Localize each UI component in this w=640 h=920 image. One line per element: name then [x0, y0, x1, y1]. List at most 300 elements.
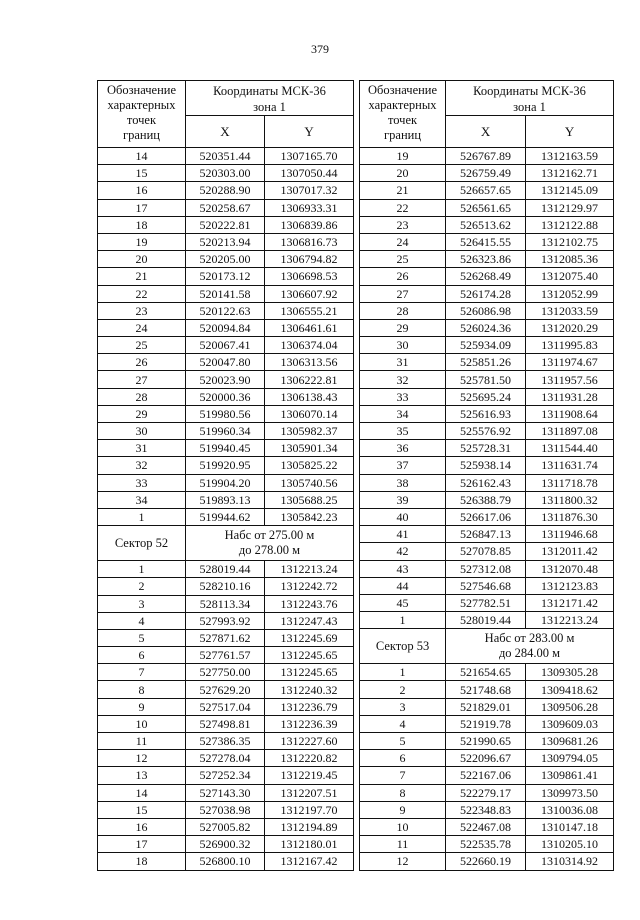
coord-x: 520213.94: [186, 233, 265, 250]
coord-x: 520122.63: [186, 302, 265, 319]
coord-x: 527993.92: [186, 612, 265, 629]
table-row: [98, 423, 354, 440]
coord-x: 522535.78: [446, 836, 526, 853]
point-number: 9: [360, 801, 446, 818]
point-number: 7: [98, 664, 186, 681]
coord-x: 522348.83: [446, 801, 526, 818]
coord-y: 1309305.28: [526, 664, 614, 681]
point-number: 33: [98, 474, 186, 491]
coord-x: 521829.01: [446, 698, 526, 715]
coord-x: 526800.10: [186, 853, 265, 870]
table-row: [98, 784, 354, 801]
point-number: 1: [360, 612, 446, 629]
point-number: 22: [360, 199, 446, 216]
coord-x: 526513.62: [446, 216, 526, 233]
coord-y: 1312180.01: [265, 836, 354, 853]
coord-x: 520067.41: [186, 337, 265, 354]
coord-x: 525938.14: [446, 457, 526, 474]
table-row: [360, 319, 614, 336]
table-row: [360, 423, 614, 440]
table-row: [360, 836, 614, 853]
coord-y: 1312020.29: [526, 319, 614, 336]
point-number: 17: [98, 836, 186, 853]
header-line: характерных: [368, 98, 437, 112]
coord-x: 522467.08: [446, 818, 526, 835]
table-row: [98, 148, 354, 165]
point-number: 39: [360, 491, 446, 508]
table-row: [98, 182, 354, 199]
table-row: [98, 165, 354, 182]
point-number: 32: [360, 371, 446, 388]
table-row: [360, 594, 614, 611]
coord-y: 1306461.61: [265, 319, 354, 336]
coord-x: 519960.34: [186, 423, 265, 440]
table-row: [98, 715, 354, 732]
point-number: 11: [98, 733, 186, 750]
table-row: [360, 457, 614, 474]
coord-x: 525728.31: [446, 440, 526, 457]
coord-y: 1312236.39: [265, 715, 354, 732]
coord-y: 1312129.97: [526, 199, 614, 216]
table-row: [360, 268, 614, 285]
point-number: 18: [98, 853, 186, 870]
coord-y: 1310036.08: [526, 801, 614, 818]
coord-y: 1305982.37: [265, 423, 354, 440]
point-number: 5: [98, 629, 186, 646]
table-row: [98, 647, 354, 664]
point-number: 23: [98, 302, 186, 319]
table-row: [98, 457, 354, 474]
point-number: 11: [360, 836, 446, 853]
point-number: 34: [360, 405, 446, 422]
point-number: 20: [98, 251, 186, 268]
coord-x: 521990.65: [446, 733, 526, 750]
table-row: [98, 750, 354, 767]
table-row: [98, 801, 354, 818]
coord-y: 1311946.68: [526, 526, 614, 543]
coord-y: 1312163.59: [526, 148, 614, 165]
coord-y: 1311876.30: [526, 508, 614, 525]
coord-y: 1312245.65: [265, 647, 354, 664]
coord-y: 1312145.09: [526, 182, 614, 199]
coord-x: 519940.45: [186, 440, 265, 457]
coord-x: 519980.56: [186, 405, 265, 422]
coord-y: 1312033.59: [526, 302, 614, 319]
coord-y: 1309506.28: [526, 698, 614, 715]
point-number: 30: [360, 337, 446, 354]
table-row: [360, 767, 614, 784]
table-row: [98, 233, 354, 250]
coord-y: 1312070.48: [526, 560, 614, 577]
point-number: 35: [360, 423, 446, 440]
coord-x: 519920.95: [186, 457, 265, 474]
point-number: 26: [360, 268, 446, 285]
header-line: Координаты МСК-36: [213, 84, 326, 98]
point-number: 2: [360, 681, 446, 698]
coord-y: 1312245.65: [265, 664, 354, 681]
table-row: [360, 543, 614, 560]
point-number: 24: [360, 233, 446, 250]
column-y-header: Y: [526, 116, 614, 148]
coord-x: 520023.90: [186, 371, 265, 388]
coord-x: 528113.34: [186, 595, 265, 612]
point-number: 12: [98, 750, 186, 767]
coord-x: 527278.04: [186, 750, 265, 767]
table-row: [360, 388, 614, 405]
coord-x: 520288.90: [186, 182, 265, 199]
point-number: 29: [360, 319, 446, 336]
coord-x: 520173.12: [186, 268, 265, 285]
coord-y: 1306698.53: [265, 268, 354, 285]
coord-y: 1312240.32: [265, 681, 354, 698]
coord-x: 527038.98: [186, 801, 265, 818]
coord-x: 522167.06: [446, 767, 526, 784]
point-number: 34: [98, 491, 186, 508]
coord-x: 528019.44: [186, 561, 265, 578]
point-number: 29: [98, 405, 186, 422]
point-number: 6: [360, 750, 446, 767]
coord-x: 526657.65: [446, 182, 526, 199]
table-row: [98, 319, 354, 336]
point-number: 44: [360, 577, 446, 594]
table-row: [360, 612, 614, 629]
point-number: 10: [98, 715, 186, 732]
table-row: [360, 182, 614, 199]
point-number: 10: [360, 818, 446, 835]
coord-x: 528019.44: [446, 612, 526, 629]
coord-y: 1312197.70: [265, 801, 354, 818]
coord-x: 520141.58: [186, 285, 265, 302]
coordinates-table-left: [97, 80, 354, 871]
table-row: [98, 578, 354, 595]
coord-y: 1311974.67: [526, 354, 614, 371]
table-row: [360, 853, 614, 870]
coord-x: 526561.65: [446, 199, 526, 216]
point-number: 26: [98, 354, 186, 371]
point-number: 13: [98, 767, 186, 784]
sector-row: [360, 629, 614, 664]
table-row: [98, 337, 354, 354]
point-number: 28: [360, 302, 446, 319]
table-row: [360, 560, 614, 577]
point-number: 7: [360, 767, 446, 784]
header-line: границ: [123, 128, 160, 142]
coord-y: 1306933.31: [265, 199, 354, 216]
coord-y: 1312207.51: [265, 784, 354, 801]
coord-y: 1307165.70: [265, 148, 354, 165]
table-row: [98, 853, 354, 870]
point-number: 25: [360, 251, 446, 268]
table-row: [360, 715, 614, 732]
sector-name: Сектор 53: [360, 629, 446, 664]
point-number: 30: [98, 423, 186, 440]
table-row: [360, 784, 614, 801]
table-row: [360, 664, 614, 681]
table-row: [360, 698, 614, 715]
table-row: [360, 199, 614, 216]
table-row: [360, 405, 614, 422]
coordinates-header: [186, 81, 354, 116]
point-number: 1: [98, 508, 186, 525]
coord-x: 526323.86: [446, 251, 526, 268]
table-row: [98, 302, 354, 319]
coord-y: 1312236.79: [265, 698, 354, 715]
coord-y: 1306794.82: [265, 251, 354, 268]
point-number: 18: [98, 216, 186, 233]
coord-y: 1311908.64: [526, 405, 614, 422]
coord-x: 527252.34: [186, 767, 265, 784]
coord-x: 520047.80: [186, 354, 265, 371]
coordinates-table-right: [359, 80, 614, 871]
coord-x: 527143.30: [186, 784, 265, 801]
coord-y: 1305825.22: [265, 457, 354, 474]
point-number: 31: [360, 354, 446, 371]
coord-y: 1309861.41: [526, 767, 614, 784]
point-number: 27: [98, 371, 186, 388]
table-row: [98, 698, 354, 715]
point-number: 32: [98, 457, 186, 474]
table-row: [98, 216, 354, 233]
coord-y: 1309418.62: [526, 681, 614, 698]
point-number: 40: [360, 508, 446, 525]
coord-y: 1309609.03: [526, 715, 614, 732]
coord-y: 1311957.56: [526, 371, 614, 388]
point-number: 21: [360, 182, 446, 199]
table-row: [98, 268, 354, 285]
point-number: 23: [360, 216, 446, 233]
table-row: [360, 337, 614, 354]
point-number: 2: [98, 578, 186, 595]
point-number: 14: [98, 784, 186, 801]
coord-y: 1312171.42: [526, 594, 614, 611]
coord-x: 522096.67: [446, 750, 526, 767]
coord-y: 1309681.26: [526, 733, 614, 750]
point-number: 21: [98, 268, 186, 285]
height-line: Набс от 275.00 м: [224, 528, 315, 543]
point-number: 42: [360, 543, 446, 560]
table-row: [360, 733, 614, 750]
point-number: 41: [360, 526, 446, 543]
table-row: [360, 233, 614, 250]
table-row: [360, 801, 614, 818]
coord-x: 520094.84: [186, 319, 265, 336]
coord-x: 521654.65: [446, 664, 526, 681]
point-number: 8: [98, 681, 186, 698]
point-number: 1: [98, 561, 186, 578]
table-row: [360, 577, 614, 594]
point-number: 8: [360, 784, 446, 801]
coord-y: 1306222.81: [265, 371, 354, 388]
coord-x: 526759.49: [446, 165, 526, 182]
coord-x: 526767.89: [446, 148, 526, 165]
point-number: 15: [98, 165, 186, 182]
sector-height-range: [186, 526, 354, 561]
coord-x: 526617.06: [446, 508, 526, 525]
coord-y: 1312242.72: [265, 578, 354, 595]
coord-x: 520258.67: [186, 199, 265, 216]
point-number: 17: [98, 199, 186, 216]
coord-y: 1311718.78: [526, 474, 614, 491]
coord-x: 526086.98: [446, 302, 526, 319]
coord-y: 1312219.45: [265, 767, 354, 784]
header-line: Обозначение: [106, 83, 177, 97]
coord-x: 527498.81: [186, 715, 265, 732]
coord-y: 1309973.50: [526, 784, 614, 801]
point-number: 19: [360, 148, 446, 165]
coord-x: 527386.35: [186, 733, 265, 750]
coord-x: 519893.13: [186, 491, 265, 508]
coord-y: 1312123.83: [526, 577, 614, 594]
table-body: [98, 148, 354, 871]
coord-y: 1312213.24: [265, 561, 354, 578]
coord-x: 527078.85: [446, 543, 526, 560]
coord-y: 1312213.24: [526, 612, 614, 629]
coord-x: 520222.81: [186, 216, 265, 233]
coord-y: 1312075.40: [526, 268, 614, 285]
table-row: [360, 440, 614, 457]
coord-y: 1309794.05: [526, 750, 614, 767]
table-row: [360, 165, 614, 182]
coord-y: 1311897.08: [526, 423, 614, 440]
coord-x: 526415.55: [446, 233, 526, 250]
coord-x: 522279.17: [446, 784, 526, 801]
coordinates-header: [446, 81, 614, 116]
coord-y: 1307017.32: [265, 182, 354, 199]
table-row: [98, 818, 354, 835]
coord-y: 1311544.40: [526, 440, 614, 457]
table-row: [98, 285, 354, 302]
header-line: точек: [126, 113, 157, 127]
coord-x: 526268.49: [446, 268, 526, 285]
coord-y: 1305688.25: [265, 491, 354, 508]
coord-x: 520000.36: [186, 388, 265, 405]
coord-y: 1311800.32: [526, 491, 614, 508]
coord-x: 526900.32: [186, 836, 265, 853]
header-line: зона 1: [513, 100, 546, 114]
coord-x: 526162.43: [446, 474, 526, 491]
column-x-header: X: [446, 116, 526, 148]
table-row: [98, 561, 354, 578]
coord-x: 519944.62: [186, 508, 265, 525]
coord-y: 1312162.71: [526, 165, 614, 182]
coord-y: 1310314.92: [526, 853, 614, 870]
coord-x: 527312.08: [446, 560, 526, 577]
point-number: 4: [360, 715, 446, 732]
coord-y: 1311631.74: [526, 457, 614, 474]
point-number: 16: [98, 818, 186, 835]
header-line: характерных: [107, 98, 176, 112]
point-number: 36: [360, 440, 446, 457]
table-row: [98, 354, 354, 371]
point-number: 14: [98, 148, 186, 165]
coord-x: 520205.00: [186, 251, 265, 268]
table-row: [98, 836, 354, 853]
coord-x: 526388.79: [446, 491, 526, 508]
coord-y: 1306138.43: [265, 388, 354, 405]
coord-y: 1312102.75: [526, 233, 614, 250]
coord-x: 525616.93: [446, 405, 526, 422]
coord-x: 527546.68: [446, 577, 526, 594]
header-line: границ: [384, 128, 422, 142]
coord-y: 1312167.42: [265, 853, 354, 870]
coord-y: 1312227.60: [265, 733, 354, 750]
table-row: [98, 664, 354, 681]
coord-y: 1312011.42: [526, 543, 614, 560]
coord-y: 1310205.10: [526, 836, 614, 853]
coord-y: 1312247.43: [265, 612, 354, 629]
column-x-header: X: [186, 116, 265, 148]
table-row: [98, 440, 354, 457]
coord-x: 526174.28: [446, 285, 526, 302]
coord-y: 1306816.73: [265, 233, 354, 250]
point-number: 9: [98, 698, 186, 715]
point-number: 38: [360, 474, 446, 491]
table-row: [98, 251, 354, 268]
table-row: [360, 526, 614, 543]
coord-y: 1311995.83: [526, 337, 614, 354]
table-row: [360, 285, 614, 302]
table-row: [360, 148, 614, 165]
coord-y: 1312122.88: [526, 216, 614, 233]
coord-x: 521748.68: [446, 681, 526, 698]
coord-y: 1307050.44: [265, 165, 354, 182]
point-number: 33: [360, 388, 446, 405]
table-row: [98, 405, 354, 422]
point-number: 6: [98, 647, 186, 664]
sector-name: Сектор 52: [98, 526, 186, 561]
coord-x: 526847.13: [446, 526, 526, 543]
header-line: Координаты МСК-36: [473, 84, 586, 98]
header-line: зона 1: [253, 100, 286, 114]
coord-y: 1306070.14: [265, 405, 354, 422]
coord-y: 1306607.92: [265, 285, 354, 302]
point-number: 45: [360, 594, 446, 611]
table-row: [360, 750, 614, 767]
coord-x: 525576.92: [446, 423, 526, 440]
header-line: Обозначение: [367, 83, 438, 97]
coord-x: 528210.16: [186, 578, 265, 595]
point-number: 1: [360, 664, 446, 681]
table-row: [360, 818, 614, 835]
height-line: до 278.00 м: [238, 543, 301, 558]
coord-x: 525934.09: [446, 337, 526, 354]
coord-x: 519904.20: [186, 474, 265, 491]
coord-y: 1312220.82: [265, 750, 354, 767]
table-row: [360, 508, 614, 525]
point-number: 25: [98, 337, 186, 354]
header-line: точек: [387, 113, 418, 127]
table-row: [360, 216, 614, 233]
coord-x: 522660.19: [446, 853, 526, 870]
coord-x: 525695.24: [446, 388, 526, 405]
point-number: 22: [98, 285, 186, 302]
coord-x: 525781.50: [446, 371, 526, 388]
coord-x: 527629.20: [186, 681, 265, 698]
table-row: [360, 251, 614, 268]
table-row: [98, 474, 354, 491]
point-number: 16: [98, 182, 186, 199]
table-body: [360, 148, 614, 871]
table-row: [98, 733, 354, 750]
table-row: [360, 371, 614, 388]
point-number: 5: [360, 733, 446, 750]
coord-y: 1312194.89: [265, 818, 354, 835]
coord-x: 521919.78: [446, 715, 526, 732]
table-row: [98, 371, 354, 388]
coord-y: 1311931.28: [526, 388, 614, 405]
coord-y: 1305842.23: [265, 508, 354, 525]
point-number: 3: [98, 595, 186, 612]
